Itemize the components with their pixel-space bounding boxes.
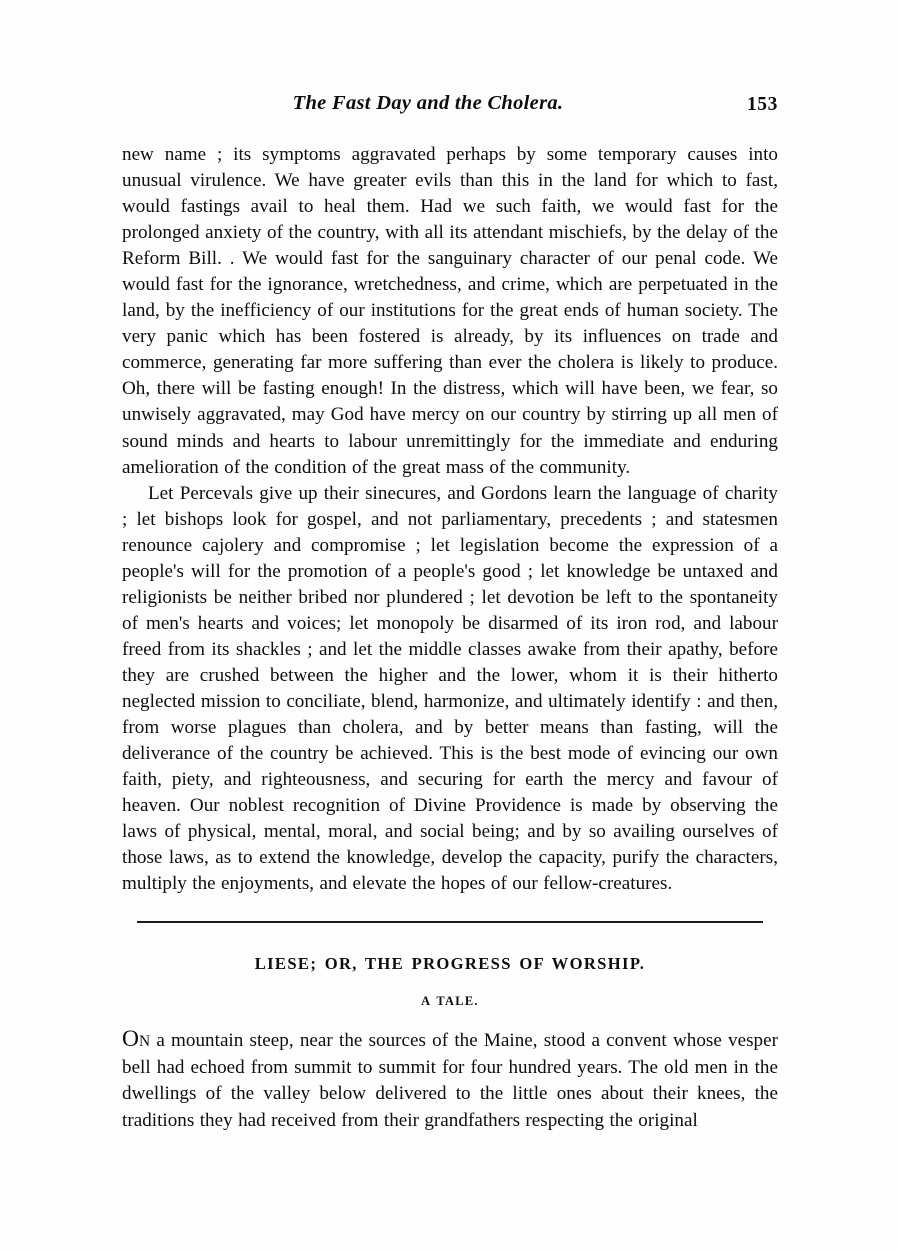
page-content-column <box>122 0 778 1134</box>
section-divider <box>122 921 778 941</box>
page-number: 153 <box>746 94 778 115</box>
horizontal-rule <box>137 921 763 923</box>
article-heading: LIESE; OR, THE PROGRESS OF WORSHIP. <box>254 954 646 974</box>
paragraph <box>122 1026 778 1133</box>
opening-paragraph-text: a mountain steep, near the sources of the Maine, stood a convent whose vesper bell had echoed from summit to summit for four hundred years. The old men in the dwellings of the valley below delivered to the little ones about their knees, the traditions they had received from their grandfathers respecting the original <box>122 1030 778 1131</box>
article-subheading: A TALE. <box>421 994 479 1009</box>
continued-article-body <box>122 142 778 897</box>
paragraph: new name ; its symptoms aggravated perhaps by some temporary causes into unusual virulence. We have greater evils than this in the land for which to fast, would fastings avail to heal them. Had we such faith, we would fast for the prolonged anxiety of the country, with all its attendant mischiefs, by the delay of the Reform Bill. . We would fast for the sanguinary character of our penal code. We would fast for the ignorance, wretchedness, and crime, which are perpetuated in the land, by the inefficiency of our institutions for the great ends of human society. The very panic which has been fostered is already, by its influences on trade and commerce, generating far more suffering than ever the cholera is likely to produce. Oh, there will be fasting enough! In the distress, which will have been, we fear, so unwisely aggravated, may God have mercy on our country by stirring up all men of sound minds and hearts to labour unremittingly for the immediate and enduring amelioration of the condition of the great mass of the community. <box>122 144 778 478</box>
new-article-body <box>122 1026 778 1133</box>
paragraph: Let Percevals give up their sinecures, and Gordons learn the language of charity ; let bishops look for gospel, and not parliamentary, precedents ; and statesmen renounce cajolery and compromise ; let legislation become the expression of a people's will for the promotion of a people's good ; let knowledge be untaxed and religionists be neither bribed nor plundered ; let devotion be left to the spontaneity of men's hearts and voices; let monopoly be disarmed of its iron rod, and labour freed from its shackles ; and let the middle classes awake from their apathy, before they are crushed between the higher and the lower, whom it is their hitherto neglected mission to conciliate, blend, harmonize, and ultimately identify : and then, from worse plagues than cholera, and by better means than fasting, will the deliverance of the country be achieved. This is the best mode of evincing our own faith, piety, and righteousness, and securing for earth the mercy and favour of heaven. Our noblest recognition of Divine Providence is made by observing the laws of physical, mental, moral, and social being; and by so availing ourselves of those laws, as to extend the knowledge, develop the capacity, purify the characters, multiply the enjoyments, and elevate the hopes of our fellow-creatures. <box>122 482 778 895</box>
running-head-title: The Fast Day and the Cholera. <box>292 92 564 114</box>
opening-smallcap-letter: N <box>139 1033 151 1051</box>
running-head <box>122 92 778 138</box>
opening-capital-letter: O <box>122 1026 139 1053</box>
